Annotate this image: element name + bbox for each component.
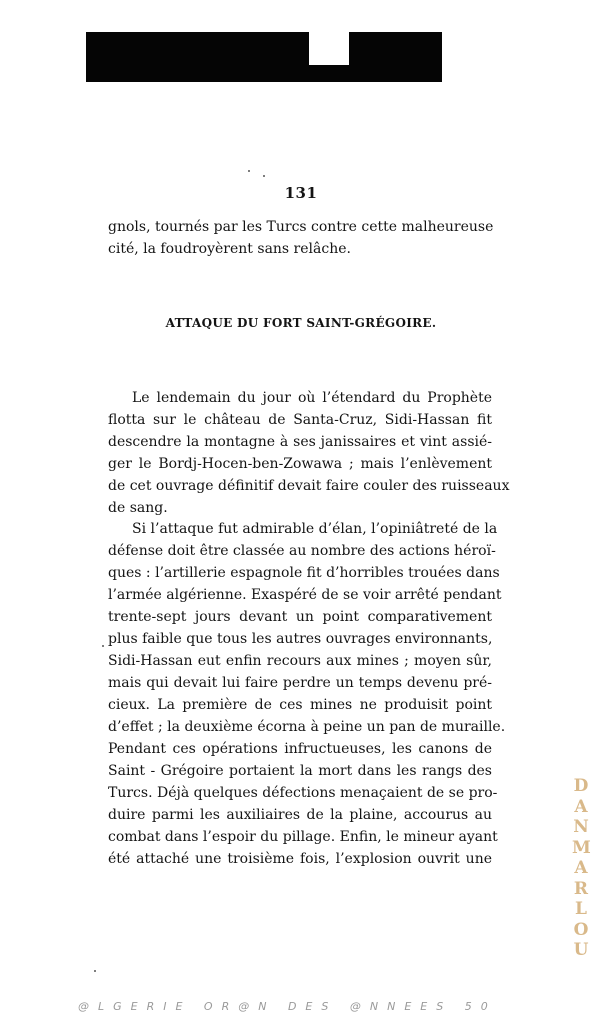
watermark-letter: L <box>575 899 587 919</box>
text-line: trente-sept jours devant un point comparativement <box>108 609 492 625</box>
scan-speck <box>263 175 265 177</box>
paragraph-1 <box>108 387 510 519</box>
scan-speck <box>248 170 250 172</box>
watermark-letter: D <box>573 776 589 796</box>
text-line: duire parmi les auxiliaires de la plaine, accourus au <box>108 807 492 823</box>
text-line: combat dans l’espoir du pillage. Enfin, le mineur ayant <box>108 829 498 845</box>
text-line: ger le Bordj-Hocen-ben-Zowawa ; mais l’enlèvement <box>108 456 492 472</box>
text-line: été attaché une troisième fois, l’explosion ouvrit une <box>108 851 492 867</box>
text-line: d’effet ; la deuxième écorna à peine un pan de muraille. <box>108 719 506 735</box>
scan-speck <box>102 645 104 647</box>
text-line: plus faible que tous les autres ouvrages environnants, <box>108 631 493 647</box>
watermark-letter: A <box>574 858 588 878</box>
watermark-letter: U <box>573 940 589 960</box>
footer-watermark: @LGERIE OR@N DES @NNEES 50 <box>78 1000 497 1013</box>
section-title: ATTAQUE DU FORT SAINT-GRÉGOIRE. <box>165 316 437 330</box>
text-line: ques : l’artillerie espagnole fit d’horribles trouées dans <box>108 565 500 581</box>
text-line: de sang. <box>108 500 168 516</box>
redaction-notch <box>309 32 349 65</box>
watermark-letter: N <box>573 817 589 837</box>
side-watermark <box>572 776 590 961</box>
text-line: flotta sur le château de Santa-Cruz, Sidi-Hassan fit <box>108 412 492 428</box>
text-line: l’armée algérienne. Exaspéré de se voir arrêté pendant <box>108 587 502 603</box>
text-line: descendre la montagne à ses janissaires et vint assié- <box>108 434 492 450</box>
watermark-letter: A <box>574 796 588 817</box>
text-line: Saint - Grégoire portaient la mort dans les rangs des <box>108 763 492 779</box>
watermark-letter: M <box>572 837 591 858</box>
text-line: de cet ouvrage définitif devait faire couler des ruisseaux <box>108 478 510 494</box>
text-line: cieux. La première de ces mines ne produisit point <box>108 697 492 713</box>
watermark-letter: R <box>573 878 589 899</box>
page-number: 131 <box>284 184 318 202</box>
scan-speck <box>94 970 96 972</box>
text-line: défense doit être classée au nombre des actions héroï- <box>108 543 496 559</box>
text-line: mais qui devait lui faire perdre un temps devenu pré- <box>108 675 492 691</box>
text-line: Le lendemain du jour où l’étendard du Prophète <box>132 390 492 406</box>
text-line: Pendant ces opérations infructueuses, les canons de <box>108 741 492 757</box>
text-line: cité, la foudroyèrent sans relâche. <box>108 241 351 257</box>
text-line: Si l’attaque fut admirable d’élan, l’opiniâtreté de la <box>132 521 498 537</box>
watermark-letter: O <box>573 919 589 940</box>
paragraph-2 <box>108 518 506 870</box>
text-line: Sidi-Hassan eut enfin recours aux mines ; moyen sûr, <box>108 653 492 669</box>
text-line: gnols, tournés par les Turcs contre cette malheureuse <box>108 219 494 235</box>
text-line: Turcs. Déjà quelques défections menaçaient de se pro- <box>108 785 498 801</box>
redaction-bar <box>86 32 442 82</box>
intro-text <box>108 216 492 260</box>
